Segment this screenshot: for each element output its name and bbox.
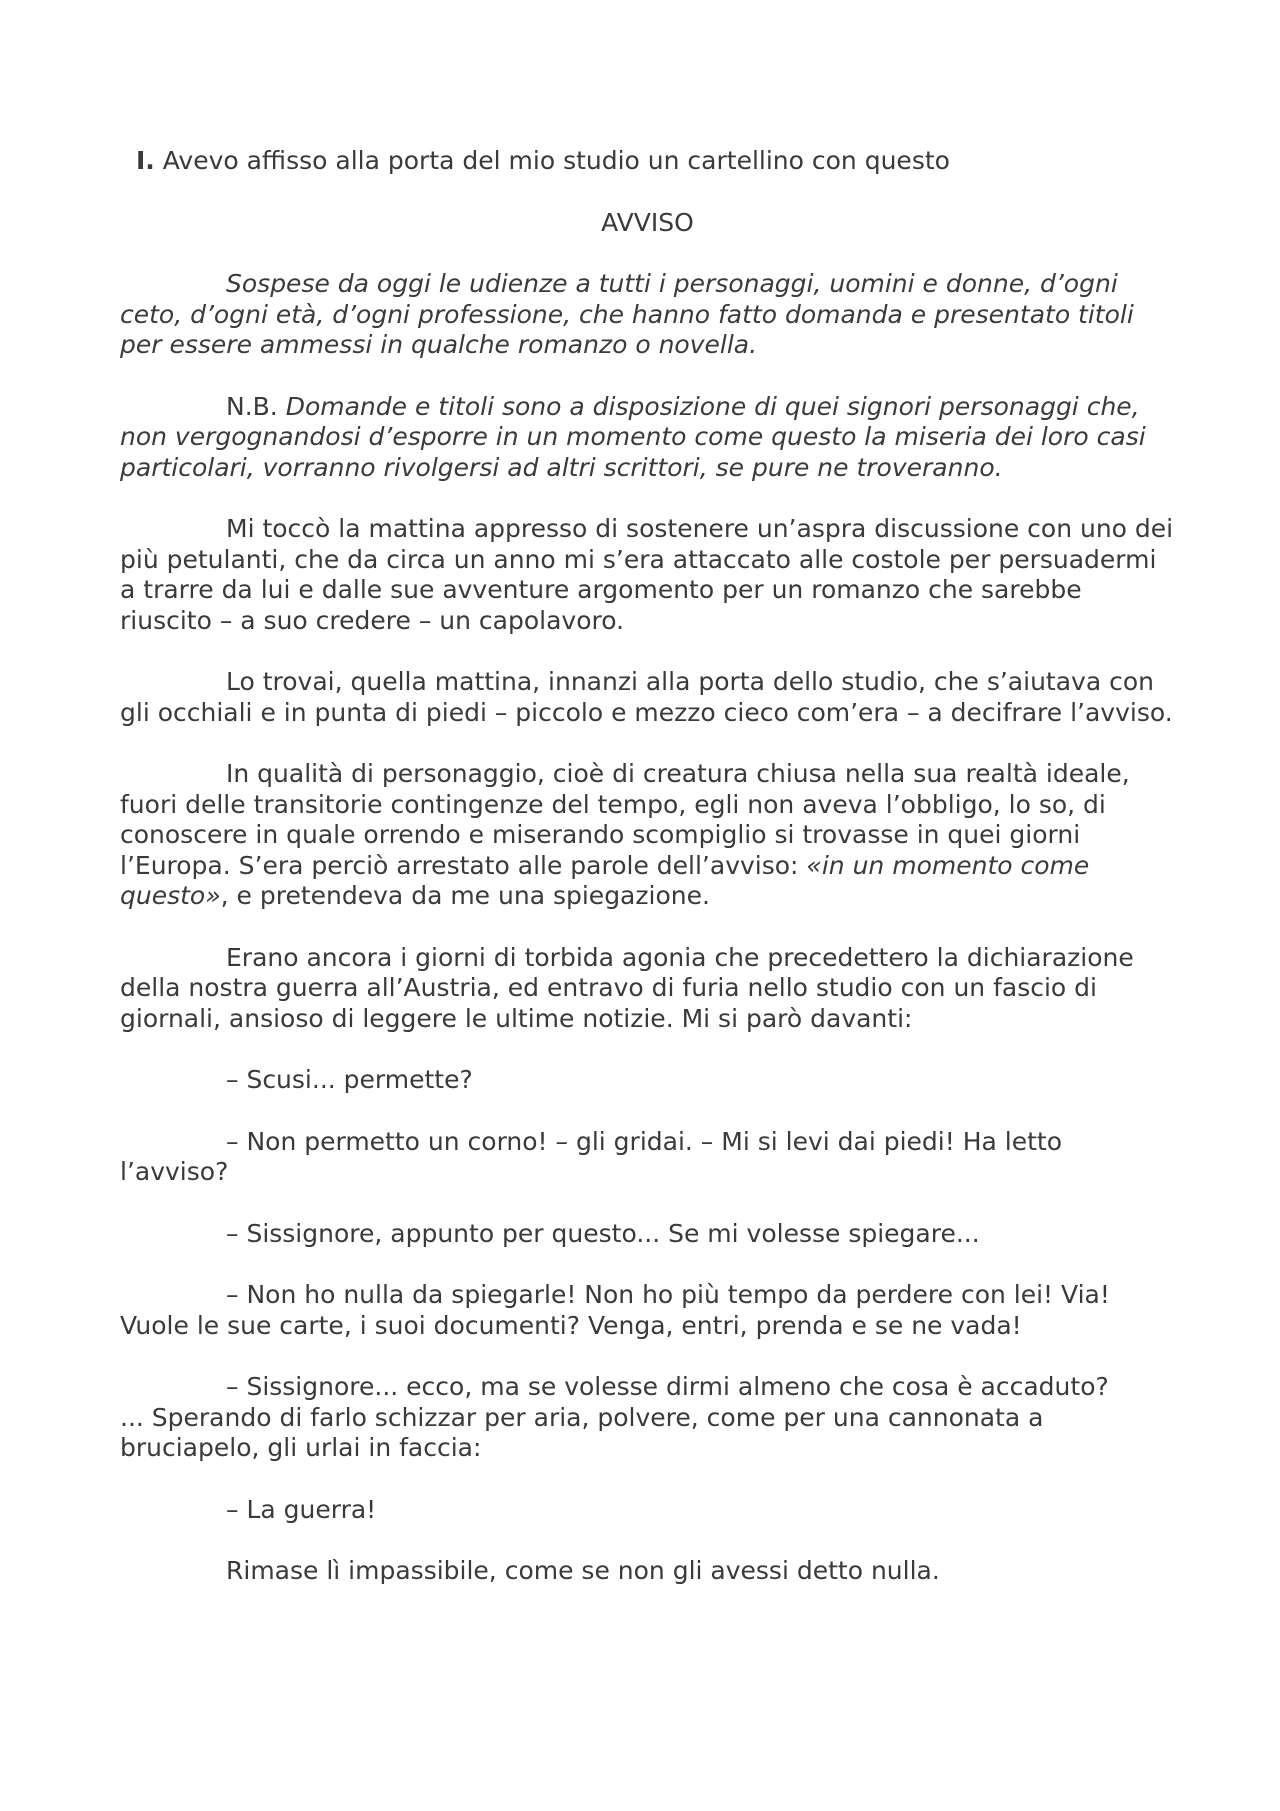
nb-label: N.B. [226, 391, 278, 421]
nb-paragraph [120, 392, 1175, 484]
dialogue-what-happened: – Sissignore... ecco, ma se volesse dirmi almeno che cosa è accaduto? [226, 1372, 1109, 1401]
quality-before: In qualità di personaggio, cioè di creatura chiusa nella sua realtà ideale, fuori delle transitorie contingenze del tempo, egli non aveva l’obbligo, lo so, di conoscere in quale orrendo e miserando scompiglio si trovasse in quei giorni l’Europa. S’era perciò arrestato alle parole dell’avviso: [120, 759, 1130, 880]
paragraph-discussion: Mi toccò la mattina appresso di sostenere un’aspra discussione con uno dei più petulanti, che da circa un anno mi s’era attaccato alle costole per persuadermi a trarre da lui e dalle sue avventure argomento per un romanzo che sarebbe riuscito – a suo credere – un capolavoro. [120, 514, 1174, 635]
nb-text: Domande e titoli sono a disposizione di quei signori personaggi che, non vergognandosi d’esporre in un momento come questo la miseria dei loro casi particolari, vorranno rivolgersi ad altri scrittori, se pure ne troveranno. [120, 391, 1146, 482]
paragraph-impassive: Rimase lì impassibile, come se non gli avessi detto nulla. [226, 1556, 940, 1585]
quality-after: , e pretendeva da me una spiegazione. [220, 881, 710, 910]
dialogue-war: – La guerra! [226, 1494, 377, 1524]
paragraph-cannonata: ... Sperando di farlo schizzar per aria, polvere, come per una cannonata a bruciapelo, gli urlai in faccia: [120, 1402, 1044, 1462]
paragraph-found: Lo trovai, quella mattina, innanzi alla porta dello studio, che s’aiutava con gli occhiali e in punta di piedi – piccolo e mezzo cieco com’era – a decifrare l’avviso. [120, 667, 1173, 727]
chapter-number: I. [136, 146, 155, 175]
intro-paragraph [120, 146, 1175, 177]
paragraph-quality [120, 759, 1175, 912]
paragraph-agony: Erano ancora i giorni di torbida agonia che precedettero la dichiarazione della nostra guerra all’Austria, ed entravo di furia nello studio con un fascio di giornali, ansioso di leggere le ultime notizie. Mi si parò davanti: [120, 942, 1134, 1033]
dialogue-excuse: – Scusi... permette? [226, 1065, 473, 1094]
notice-heading: AVVISO [601, 207, 694, 237]
notice-body: Sospese da oggi le udienze a tutti i personaggi, uomini e donne, d’ogni ceto, d’ogni età, d’ogni professione, che hanno fatto domanda e presentato titoli per essere ammessi in qualche romanzo o novella. [120, 269, 1134, 359]
paragraph-mixed [120, 1372, 1175, 1464]
dialogue-horn: – Non permetto un corno! – gli gridai. – Mi si levi dai piedi! Ha letto l’avviso? [120, 1126, 1062, 1186]
document-page [120, 146, 1175, 1618]
dialogue-sissignore: – Sissignore, appunto per questo... Se mi volesse spiegare... [226, 1218, 980, 1248]
intro-text: Avevo affisso alla porta del mio studio un cartellino con questo [162, 146, 950, 175]
dialogue-nothing: – Non ho nulla da spiegarle! Non ho più tempo da perdere con lei! Via! Vuole le sue carte, i suoi documenti? Venga, entri, prenda e se ne vada! [120, 1280, 1110, 1340]
quality-quote: «in un momento come questo» [120, 850, 1090, 910]
